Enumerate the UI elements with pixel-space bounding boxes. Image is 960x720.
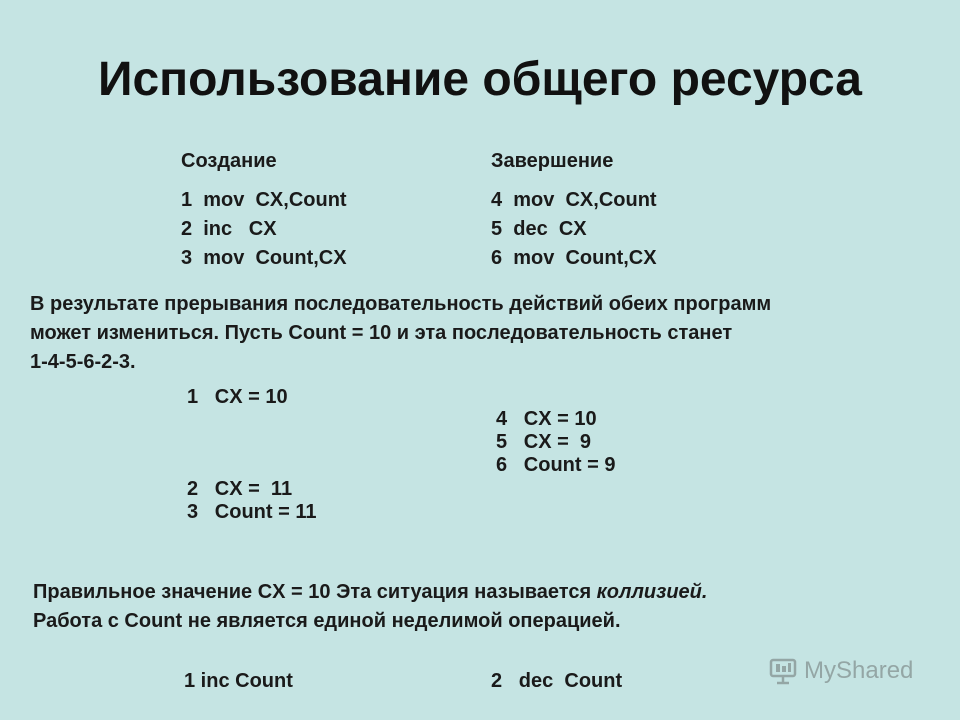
step-list-right <box>496 408 615 477</box>
code-line: 6 mov Count,CX <box>491 247 657 269</box>
interrupt-paragraph <box>30 290 771 377</box>
step-line: 5 CX = 9 <box>496 431 592 453</box>
myshared-logo-icon <box>768 656 798 686</box>
paragraph-line <box>33 578 707 607</box>
bottom-right-code: 2 dec Count <box>491 670 623 692</box>
step-line: 2 CX = 11 <box>187 478 293 500</box>
code-line: 1 mov CX,Count <box>181 189 347 211</box>
paragraph-line: Работа с Count не является единой неделимой операцией. <box>33 610 621 632</box>
creation-heading: Создание <box>181 150 277 172</box>
code-line: 2 inc CX <box>181 218 277 240</box>
step-line: 6 Count = 9 <box>496 454 616 476</box>
creation-code <box>181 186 347 273</box>
code-line: 3 mov Count,CX <box>181 247 347 269</box>
step-list-left-top <box>187 386 288 409</box>
conclusion-paragraph <box>33 578 707 636</box>
step-line: 3 Count = 11 <box>187 501 317 523</box>
paragraph-line: может измениться. Пусть Count = 10 и эта последовательность станет <box>30 322 733 344</box>
completion-heading: Завершение <box>491 150 614 172</box>
conclusion-text: Правильное значение CX = 10 Эта ситуация называется <box>33 581 597 603</box>
step-line: 1 CX = 10 <box>187 386 288 408</box>
step-line: 4 CX = 10 <box>496 408 597 430</box>
completion-code <box>491 186 657 273</box>
code-line: 4 mov CX,Count <box>491 189 657 211</box>
bottom-left-code: 1 inc Count <box>184 670 293 692</box>
page-title: Использование общего ресурса <box>97 53 862 106</box>
step-list-left-bottom <box>187 478 316 524</box>
paragraph-line: 1-4-5-6-2-3. <box>30 351 136 373</box>
watermark-text: MyShared <box>804 657 914 684</box>
code-line: 5 dec CX <box>491 218 587 240</box>
collision-term: коллизией. <box>596 581 708 603</box>
paragraph-line: В результате прерывания последовательность действий обеих программ <box>30 293 772 315</box>
watermark <box>768 656 913 686</box>
